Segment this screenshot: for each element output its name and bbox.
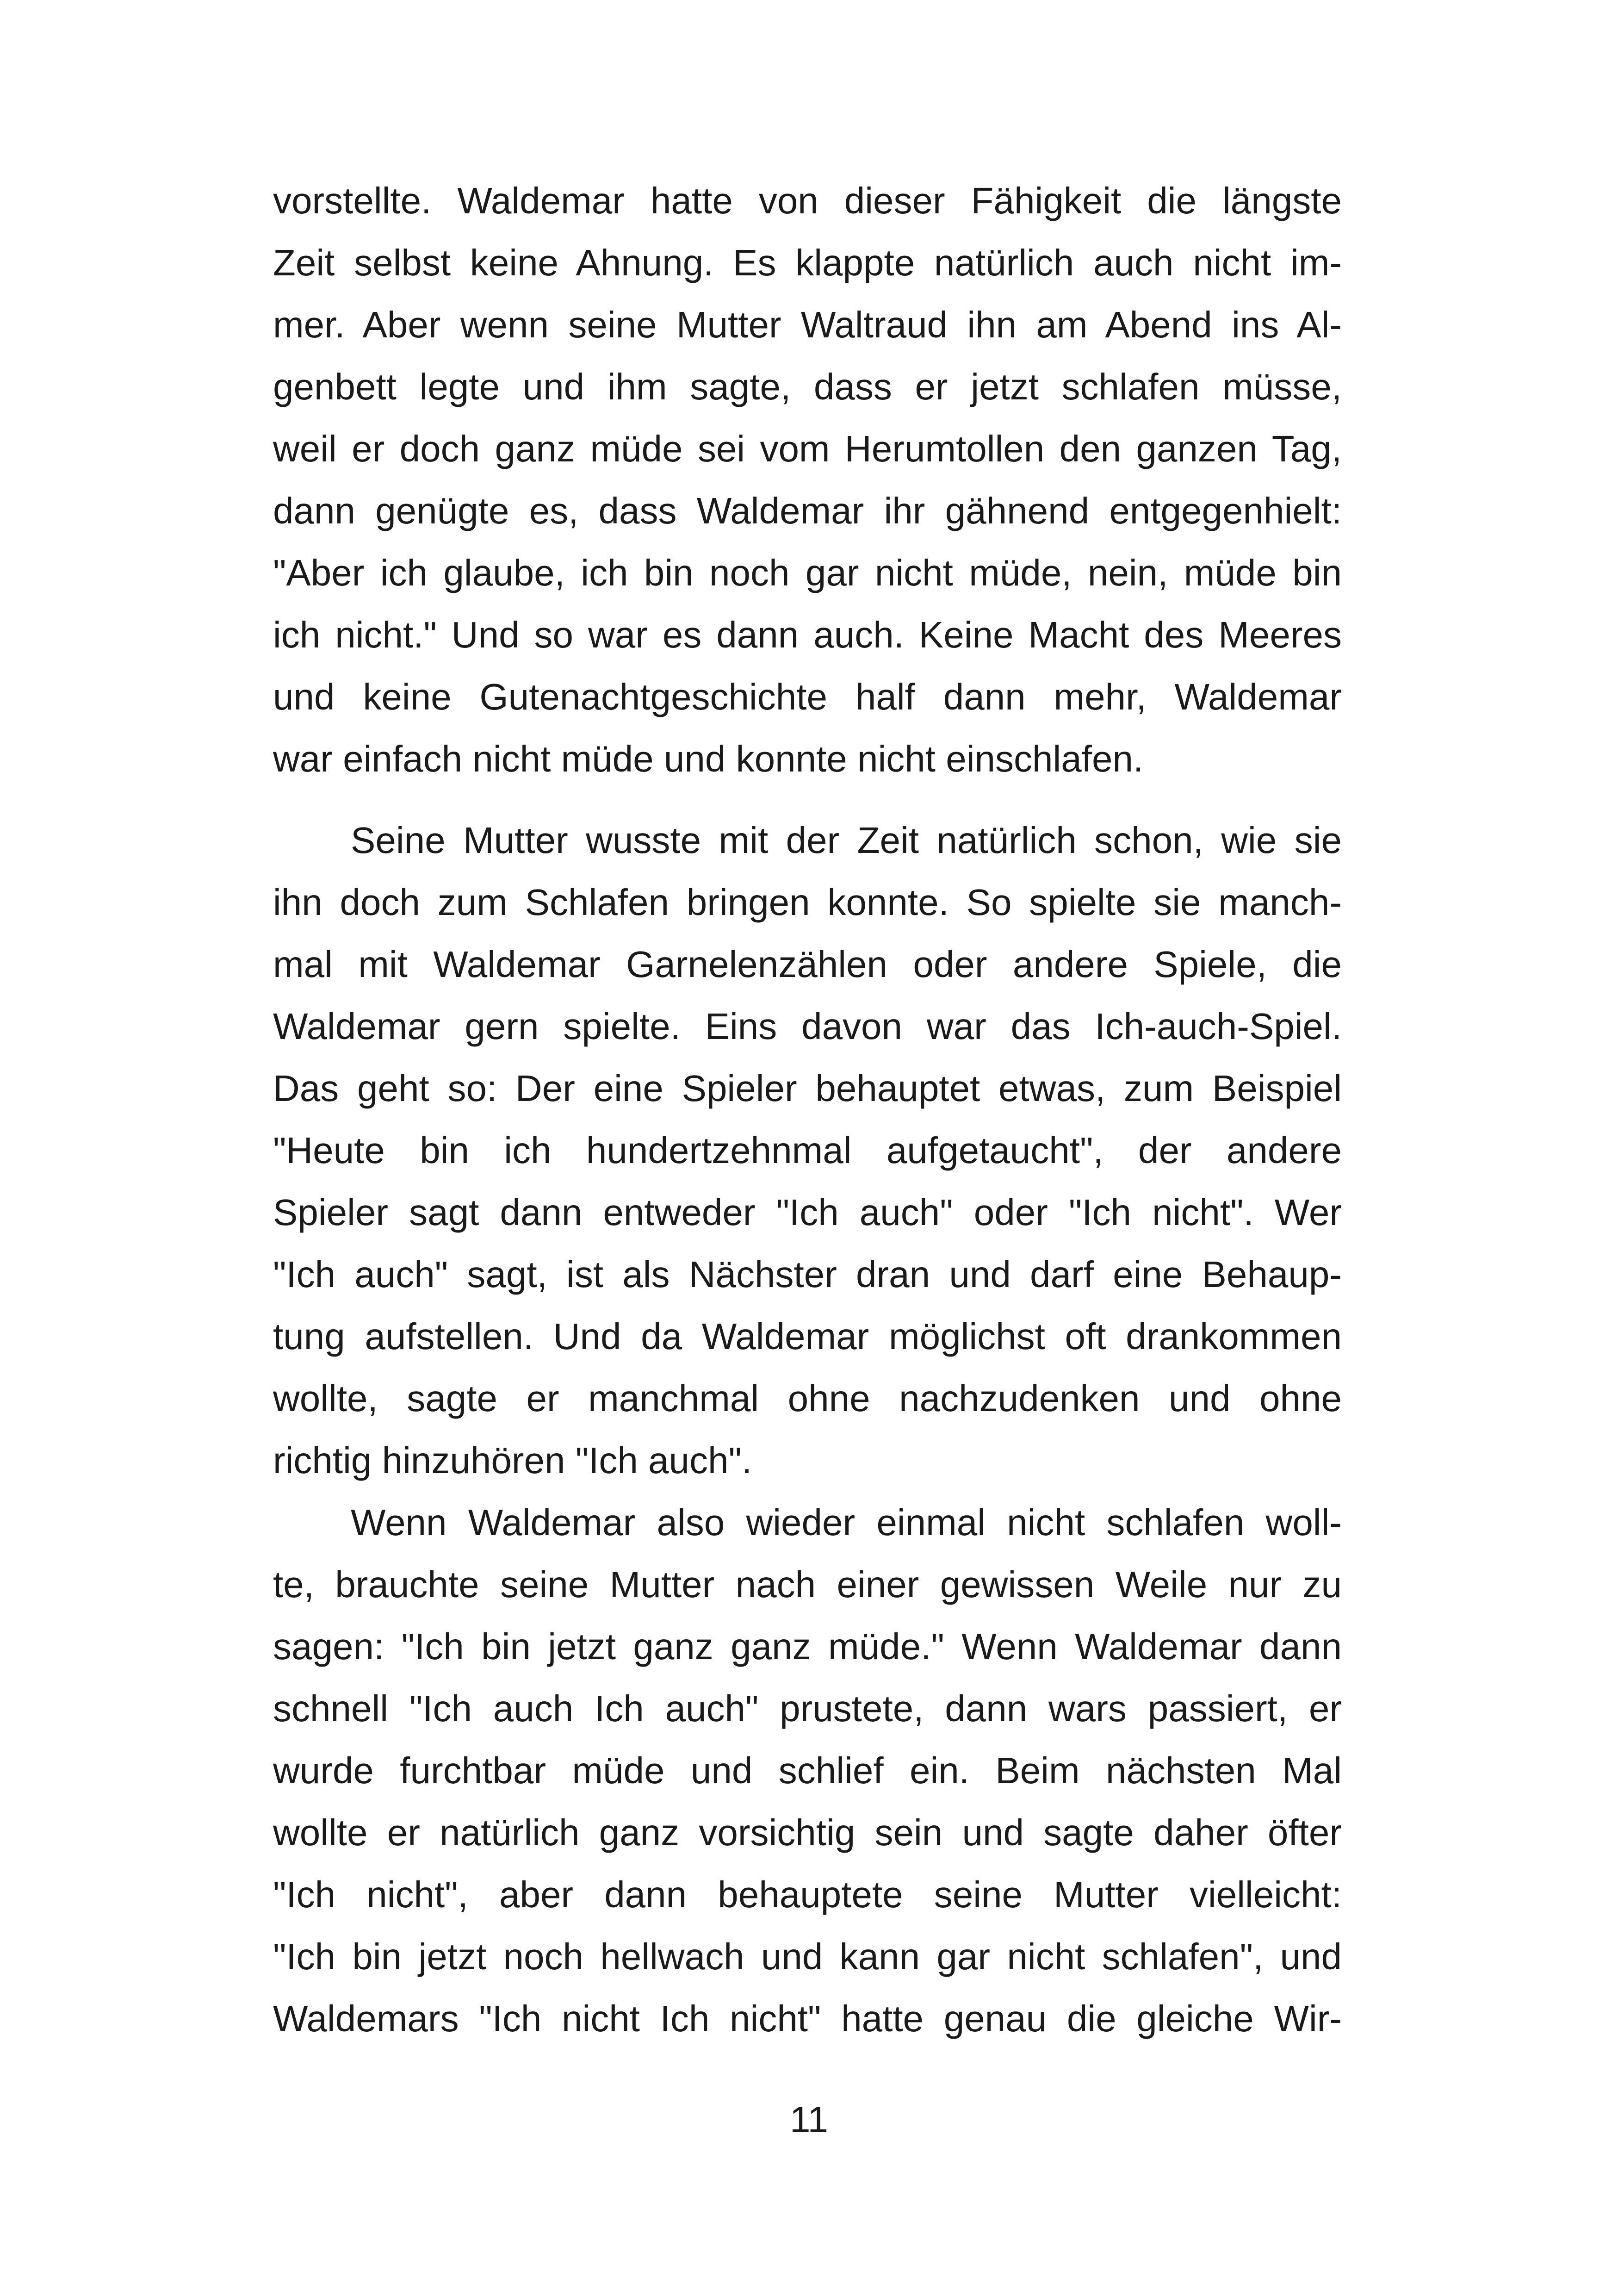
text-line: richtig hinzuhören "Ich auch". [273,1440,752,1481]
text-line: tung aufstellen. Und da Waldemar möglichst oft drankommen [273,1316,1342,1357]
text-line: war einfach nicht müde und konnte nicht einschlafen. [273,738,1144,779]
text-line: Waldemar gern spielte. Eins davon war das Ich-auch-Spiel. [273,1006,1342,1047]
text-line: ihn doch zum Schlafen bringen konnte. So spielte sie manch- [273,882,1342,923]
text-line: "Ich auch" sagt, ist als Nächster dran und darf eine Behaup- [273,1254,1342,1295]
text-line: ich nicht." Und so war es dann auch. Keine Macht des Meeres [273,614,1342,655]
paragraph-2 [273,809,1342,1492]
text-line: te, brauchte seine Mutter nach einer gewissen Weile nur zu [273,1564,1342,1605]
body-text [273,170,1342,2050]
text-line: wollte, sagte er manchmal ohne nachzudenken und ohne [273,1378,1342,1419]
text-line: Seine Mutter wusste mit der Zeit natürlich schon, wie sie [351,820,1342,861]
text-line: "Heute bin ich hundertzehnmal aufgetaucht", der andere [273,1130,1342,1171]
text-line: weil er doch ganz müde sei vom Herumtollen den ganzen Tag, [273,428,1342,469]
text-line: Waldemars "Ich nicht Ich nicht" hatte genau die gleiche Wir- [273,1998,1342,2039]
paragraph-1 [273,170,1342,790]
text-line: "Aber ich glaube, ich bin noch gar nicht müde, nein, müde bin [273,552,1342,593]
text-line: und keine Gutenachtgeschichte half dann mehr, Waldemar [273,676,1342,717]
text-line: wurde furchtbar müde und schlief ein. Beim nächsten Mal [273,1750,1342,1791]
paragraph-3 [273,1492,1342,2050]
text-line: "Ich nicht", aber dann behauptete seine Mutter vielleicht: [273,1874,1342,1915]
text-line: Spieler sagt dann entweder "Ich auch" oder "Ich nicht". Wer [273,1192,1342,1233]
text-line: mer. Aber wenn seine Mutter Waltraud ihn am Abend ins Al- [273,304,1342,345]
text-line: dann genügte es, dass Waldemar ihr gähnend entgegenhielt: [273,490,1342,531]
text-line: mal mit Waldemar Garnelenzählen oder andere Spiele, die [273,944,1342,985]
text-line: sagen: "Ich bin jetzt ganz ganz müde." Wenn Waldemar dann [273,1626,1342,1667]
paragraph-spacer [273,790,1342,809]
text-line: Zeit selbst keine Ahnung. Es klappte natürlich auch nicht im- [273,242,1342,283]
text-line: Wenn Waldemar also wieder einmal nicht schlafen woll- [351,1502,1342,1543]
text-line: vorstellte. Waldemar hatte von dieser Fähigkeit die längste [273,180,1342,221]
text-line: "Ich bin jetzt noch hellwach und kann gar nicht schlafen", und [273,1936,1342,1977]
text-line: schnell "Ich auch Ich auch" prustete, dann wars passiert, er [273,1688,1342,1729]
page-number: 11 [789,2099,829,2140]
text-line: Das geht so: Der eine Spieler behauptet etwas, zum Beispiel [273,1068,1342,1109]
text-line: wollte er natürlich ganz vorsichtig sein und sagte daher öfter [273,1812,1342,1853]
text-line: genbett legte und ihm sagte, dass er jetzt schlafen müsse, [273,366,1342,407]
